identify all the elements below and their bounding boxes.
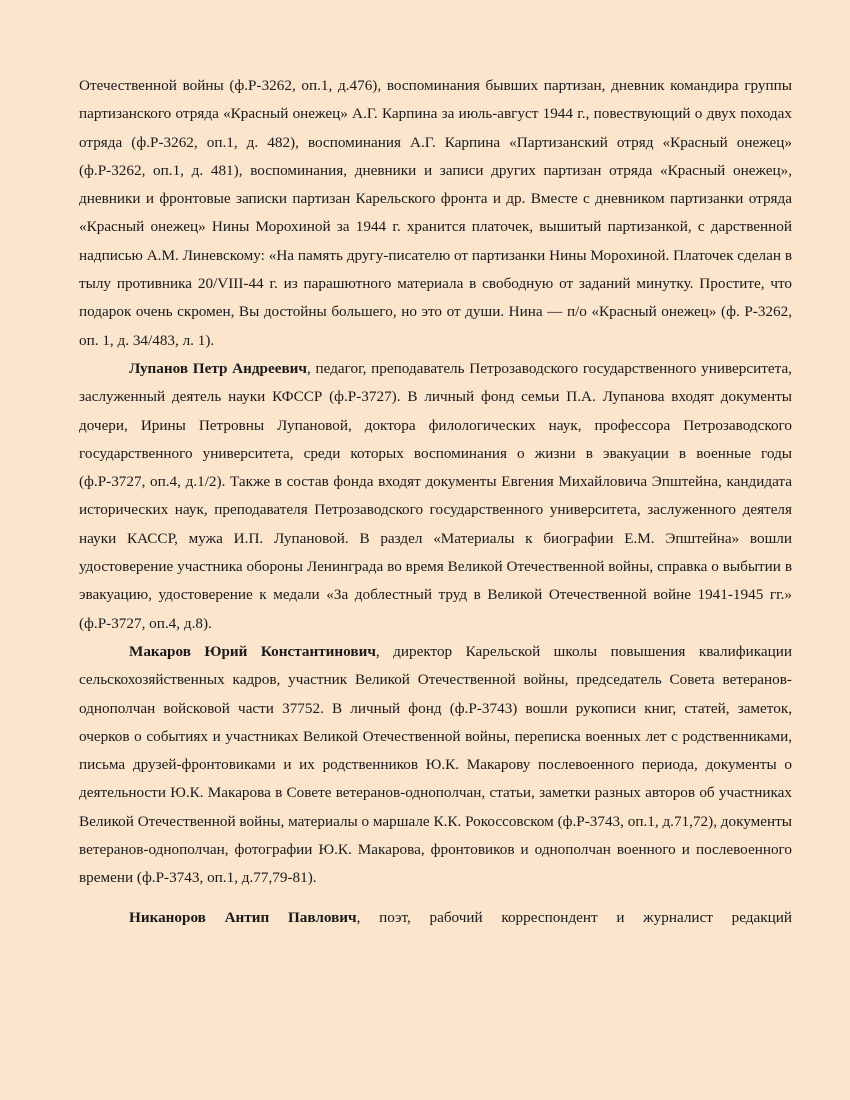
person-name-makarov: Макаров Юрий Константинович bbox=[129, 642, 376, 660]
paragraph-makarov bbox=[79, 638, 792, 893]
paragraph-nikanorov bbox=[79, 904, 792, 932]
paragraph-lupanov bbox=[79, 355, 792, 638]
paragraph-text: , поэт, рабочий корреспондент и журналист редакций bbox=[356, 908, 792, 926]
paragraph-text: , педагог, преподаватель Петрозаводского государственного университета, заслуженный деятель науки КФССР (ф.Р-3727). В личный фонд семьи П.А. Лупанова входят документы дочери, Ирины Петровны Лупановой, доктора филологических наук, профессора Петрозаводского государственного университета, среди которых воспоминания о жизни в эвакуации в военные годы (ф.Р-3727, оп.4, д.1/2). Также в состав фонда входят документы Евгения Михайловича Эпштейна, кандидата исторических наук, преподавателя Петрозаводского государственного университета, заслуженного деятеля науки КАССР, мужа И.П. Лупановой. В раздел «Материалы к биографии Е.М. Эпштейна» вошли удостоверение участника обороны Ленинграда во время Великой Отечественной войны, справка о выбытии в эвакуацию, удостоверение к медали «За доблестный труд в Великой Отечественной войне 1941-1945 гг.» (ф.Р-3727, оп.4, д.8). bbox=[79, 359, 792, 632]
paragraph-spacer bbox=[79, 893, 792, 904]
paragraph-text: Отечественной войны (ф.Р-3262, оп.1, д.476), воспоминания бывших партизан, дневник командира группы партизанского отряда «Красный онежец» А.Г. Карпина за июль-август 1944 г., повествующий о двух походах отряда (ф.Р-3262, оп.1, д. 482), воспоминания А.Г. Карпина «Партизанский отряд «Красный онежец» (ф.Р-3262, оп.1, д. 481), воспоминания, дневники и записи других партизан отряда «Красный онежец», дневники и фронтовые записки партизан Карельского фронта и др. Вместе с дневником партизанки отряда «Красный онежец» Нины Морохиной за 1944 г. хранится платочек, вышитый партизанкой, с дарственной надписью А.М. Линевскому: «На память другу-писателю от партизанки Нины Морохиной. Платочек сделан в тылу противника 20/VIII-44 г. из парашютного материала в свободную от заданий минутку. Простите, что подарок очень скромен, Вы достойны большего, но это от души. Нина — п/о «Красный онежец» (ф. Р-3262, оп. 1, д. 34/483, л. 1). bbox=[79, 77, 792, 349]
paragraph-karpin-continuation bbox=[79, 72, 792, 355]
paragraph-text: , директор Карельской школы повышения квалификации сельскохозяйственных кадров, участник Великой Отечественной войны, председатель Совета ветеранов-однополчан войсковой части 37752. В личный фонд (ф.Р-3743) вошли рукописи книг, статей, заметок, очерков о событиях и участниках Великой Отечественной войны, переписка военных лет с родственниками, письма друзей-фронтовиками и их родственников Ю.К. Макарову послевоенного периода, документы о деятельности Ю.К. Макарова в Совете ветеранов-однополчан, статьи, заметки разных авторов об участниках Великой Отечественной войны, материалы о маршале К.К. Рокоссовском (ф.Р-3743, оп.1, д.71,72), документы ветеранов-однополчан, фотографии Ю.К. Макарова, фронтовиков и однополчан военного и послевоенного времени (ф.Р-3743, оп.1, д.77,79-81). bbox=[79, 642, 792, 887]
person-name-lupanov: Лупанов Петр Андреевич bbox=[129, 359, 307, 377]
person-name-nikanorov: Никаноров Антип Павлович bbox=[129, 908, 357, 926]
document-page bbox=[79, 72, 792, 932]
